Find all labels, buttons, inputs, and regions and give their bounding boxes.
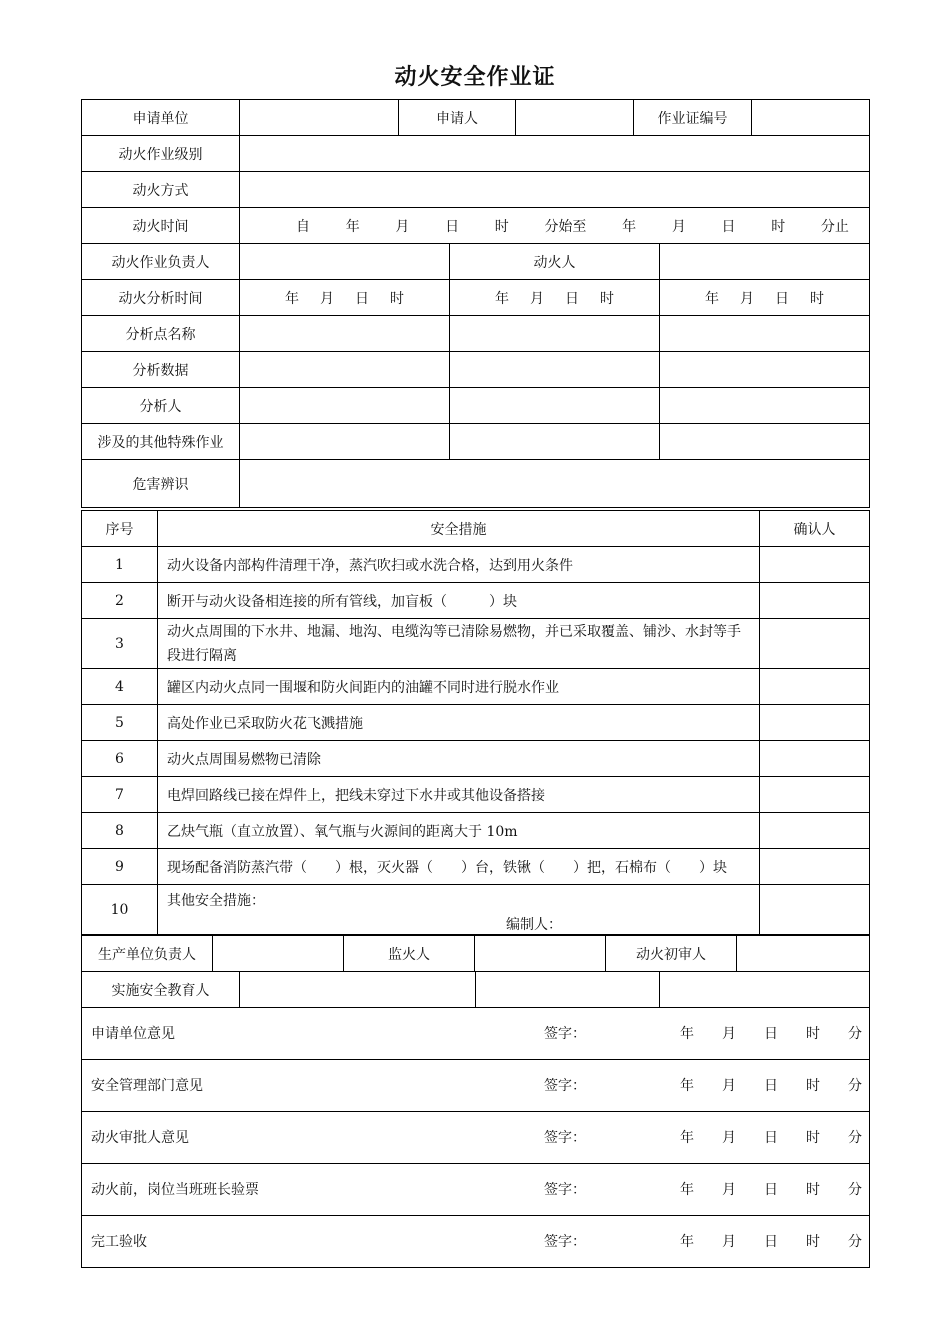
analysis-point-field[interactable]: [450, 316, 660, 352]
signoff-label: 动火前，岗位当班班长验票: [91, 1182, 259, 1198]
signature-label: 签字：: [544, 1234, 586, 1250]
applicant-unit-label: 申请单位: [82, 100, 240, 136]
date-unit: 年: [680, 1026, 694, 1042]
applicant-label: 申请人: [399, 100, 516, 136]
analysis-point-label: 分析点名称: [82, 316, 240, 352]
analysis-time-unit: 日: [355, 290, 369, 307]
fire-time-unit: 年: [345, 218, 360, 235]
supervisor-label: 监火人: [344, 936, 475, 972]
signoff-label: 申请单位意见: [91, 1026, 175, 1042]
hazard-label: 危害辨识: [82, 460, 240, 508]
measure-text: 现场配备消防蒸汽带（ ）根，灭火器（ ）台，铁锹（ ）把，石棉布（ ）块: [158, 849, 760, 885]
measure-text: 动火设备内部构件清理干净，蒸汽吹扫或水洗合格，达到用火条件: [158, 547, 760, 583]
fire-time-unit: 时: [494, 218, 509, 235]
date-unit: 日: [764, 1234, 778, 1250]
other-special-label: 涉及的其他特殊作业: [82, 424, 240, 460]
confirmer-field[interactable]: [760, 777, 870, 813]
measure-no: 5: [82, 705, 158, 741]
other-special-field[interactable]: [240, 424, 450, 460]
measure-text: 动火点周围易燃物已清除: [158, 741, 760, 777]
signature-label: 签字：: [544, 1026, 586, 1042]
confirmer-field[interactable]: [760, 619, 870, 669]
signature-label: 签字：: [544, 1130, 586, 1146]
prod-unit-head-field[interactable]: [213, 936, 344, 972]
date-unit: 分: [848, 1130, 862, 1146]
first-reviewer-label: 动火初审人: [606, 936, 737, 972]
confirmer-field[interactable]: [760, 741, 870, 777]
fire-time-unit: 月: [671, 218, 686, 235]
analyst-label: 分析人: [82, 388, 240, 424]
analysis-point-field[interactable]: [660, 316, 870, 352]
permit-detail-table: [81, 135, 870, 508]
hazard-field[interactable]: [240, 460, 870, 508]
compiler-label: 编制人：: [506, 916, 562, 933]
analysis-time-unit: 日: [565, 290, 579, 307]
safety-educator-field[interactable]: [240, 972, 476, 1008]
measure-text: 其他安全措施：: [167, 892, 265, 909]
signoff-table: [81, 1007, 870, 1268]
confirmer-header: 确认人: [760, 511, 870, 547]
date-unit: 月: [722, 1078, 736, 1094]
date-unit: 日: [764, 1130, 778, 1146]
fire-time-unit: 分止: [820, 218, 849, 235]
date-unit: 时: [806, 1026, 820, 1042]
applicant-unit-field[interactable]: [240, 100, 399, 136]
confirmer-field[interactable]: [760, 885, 870, 935]
date-unit: 时: [806, 1182, 820, 1198]
measure-no: 8: [82, 813, 158, 849]
measure-no: 9: [82, 849, 158, 885]
fire-method-field[interactable]: [240, 172, 870, 208]
analysis-data-label: 分析数据: [82, 352, 240, 388]
analysis-time-unit: 年: [705, 290, 719, 307]
confirmer-field[interactable]: [760, 705, 870, 741]
analysis-time-field[interactable]: [240, 280, 450, 316]
analyst-field[interactable]: [240, 388, 450, 424]
fire-time-unit: 时: [771, 218, 786, 235]
other-special-field[interactable]: [660, 424, 870, 460]
analysis-data-field[interactable]: [240, 352, 450, 388]
responsible-label: 动火作业负责人: [82, 244, 240, 280]
date-unit: 分: [848, 1078, 862, 1094]
fire-method-label: 动火方式: [82, 172, 240, 208]
date-unit: 年: [680, 1130, 694, 1146]
safety-measures-table: [81, 510, 870, 935]
fire-person-field[interactable]: [660, 244, 870, 280]
signoff-label: 安全管理部门意见: [91, 1078, 203, 1094]
measure-no: 4: [82, 669, 158, 705]
measure-no: 10: [82, 885, 158, 935]
analysis-time-unit: 时: [810, 290, 824, 307]
date-unit: 分: [848, 1234, 862, 1250]
measure-no: 1: [82, 547, 158, 583]
safety-educator-field[interactable]: [660, 972, 870, 1008]
date-unit: 日: [764, 1182, 778, 1198]
confirmer-field[interactable]: [760, 547, 870, 583]
date-unit: 月: [722, 1026, 736, 1042]
analysis-time-field[interactable]: [450, 280, 660, 316]
permit-info-table: [81, 99, 870, 136]
analysis-time-unit: 年: [495, 290, 509, 307]
analysis-time-unit: 月: [740, 290, 754, 307]
confirmer-field[interactable]: [760, 583, 870, 619]
fire-person-label: 动火人: [450, 244, 660, 280]
date-unit: 年: [680, 1078, 694, 1094]
analysis-time-unit: 时: [390, 290, 404, 307]
measure-no: 3: [82, 619, 158, 669]
analysis-point-field[interactable]: [240, 316, 450, 352]
signoff-row[interactable]: [82, 1060, 870, 1112]
measure-text: 高处作业已采取防火花飞溅措施: [158, 705, 760, 741]
fire-time-unit: 月: [395, 218, 410, 235]
fire-time-unit: 自: [296, 218, 310, 235]
fire-time-label: 动火时间: [82, 208, 240, 244]
signoff-row[interactable]: [82, 1216, 870, 1268]
measure-other-cell[interactable]: [158, 885, 760, 935]
measure-no: 7: [82, 777, 158, 813]
applicant-field[interactable]: [516, 100, 634, 136]
fire-time-field[interactable]: [240, 208, 870, 244]
date-unit: 日: [764, 1026, 778, 1042]
measure-no: 2: [82, 583, 158, 619]
analyst-field[interactable]: [660, 388, 870, 424]
analysis-data-field[interactable]: [660, 352, 870, 388]
signoff-label: 动火审批人意见: [91, 1130, 189, 1146]
fire-time-unit: 年: [622, 218, 637, 235]
analysis-time-unit: 月: [320, 290, 334, 307]
date-unit: 月: [722, 1130, 736, 1146]
safety-educator-field[interactable]: [476, 972, 660, 1008]
signoff-label: 完工验收: [91, 1234, 147, 1250]
fire-level-field[interactable]: [240, 136, 870, 172]
signature-label: 签字：: [544, 1078, 586, 1094]
measure-text: 罐区内动火点同一围堰和防火间距内的油罐不同时进行脱水作业: [158, 669, 760, 705]
signoff-row[interactable]: [82, 1164, 870, 1216]
analysis-time-unit: 月: [530, 290, 544, 307]
confirmer-field[interactable]: [760, 669, 870, 705]
education-table: [81, 971, 870, 1008]
analysis-time-unit: 时: [600, 290, 614, 307]
safety-educator-label: 实施安全教育人: [82, 972, 240, 1008]
analyst-field[interactable]: [450, 388, 660, 424]
measure-text: 断开与动火设备相连接的所有管线，加盲板（ ）块: [158, 583, 760, 619]
personnel-table: [81, 935, 870, 972]
date-unit: 分: [848, 1182, 862, 1198]
confirmer-field[interactable]: [760, 813, 870, 849]
date-unit: 月: [722, 1234, 736, 1250]
measures-header: 安全措施: [158, 511, 760, 547]
fire-time-unit: 分始至: [544, 218, 587, 235]
permit-no-label: 作业证编号: [634, 100, 752, 136]
analysis-time-field[interactable]: [660, 280, 870, 316]
date-unit: 时: [806, 1234, 820, 1250]
date-unit: 月: [722, 1182, 736, 1198]
date-unit: 分: [848, 1026, 862, 1042]
date-unit: 日: [764, 1078, 778, 1094]
date-unit: 时: [806, 1130, 820, 1146]
fire-level-label: 动火作业级别: [82, 136, 240, 172]
other-special-field[interactable]: [450, 424, 660, 460]
measure-text: 动火点周围的下水井、地漏、地沟、电缆沟等已清除易燃物，并已采取覆盖、铺沙、水封等手段进行隔离: [158, 619, 760, 669]
analysis-data-field[interactable]: [450, 352, 660, 388]
page-title: 动火安全作业证: [394, 64, 556, 90]
fire-time-unit: 日: [721, 218, 736, 235]
permit-no-field[interactable]: [752, 100, 870, 136]
measure-text: 乙炔气瓶（直立放置）、氧气瓶与火源间的距离大于 10m: [158, 813, 760, 849]
signoff-row[interactable]: [82, 1112, 870, 1164]
date-unit: 年: [680, 1234, 694, 1250]
prod-unit-head-label: 生产单位负责人: [82, 936, 213, 972]
measure-no: 6: [82, 741, 158, 777]
analysis-time-unit: 年: [285, 290, 299, 307]
responsible-field[interactable]: [240, 244, 450, 280]
date-unit: 年: [680, 1182, 694, 1198]
analysis-time-unit: 日: [775, 290, 789, 307]
confirmer-field[interactable]: [760, 849, 870, 885]
supervisor-field[interactable]: [475, 936, 606, 972]
analysis-time-label: 动火分析时间: [82, 280, 240, 316]
measure-text: 电焊回路线已接在焊件上，把线未穿过下水井或其他设备搭接: [158, 777, 760, 813]
signoff-row[interactable]: [82, 1008, 870, 1060]
signature-label: 签字：: [544, 1182, 586, 1198]
first-reviewer-field[interactable]: [737, 936, 870, 972]
date-unit: 时: [806, 1078, 820, 1094]
seq-header: 序号: [82, 511, 158, 547]
fire-time-unit: 日: [445, 218, 460, 235]
